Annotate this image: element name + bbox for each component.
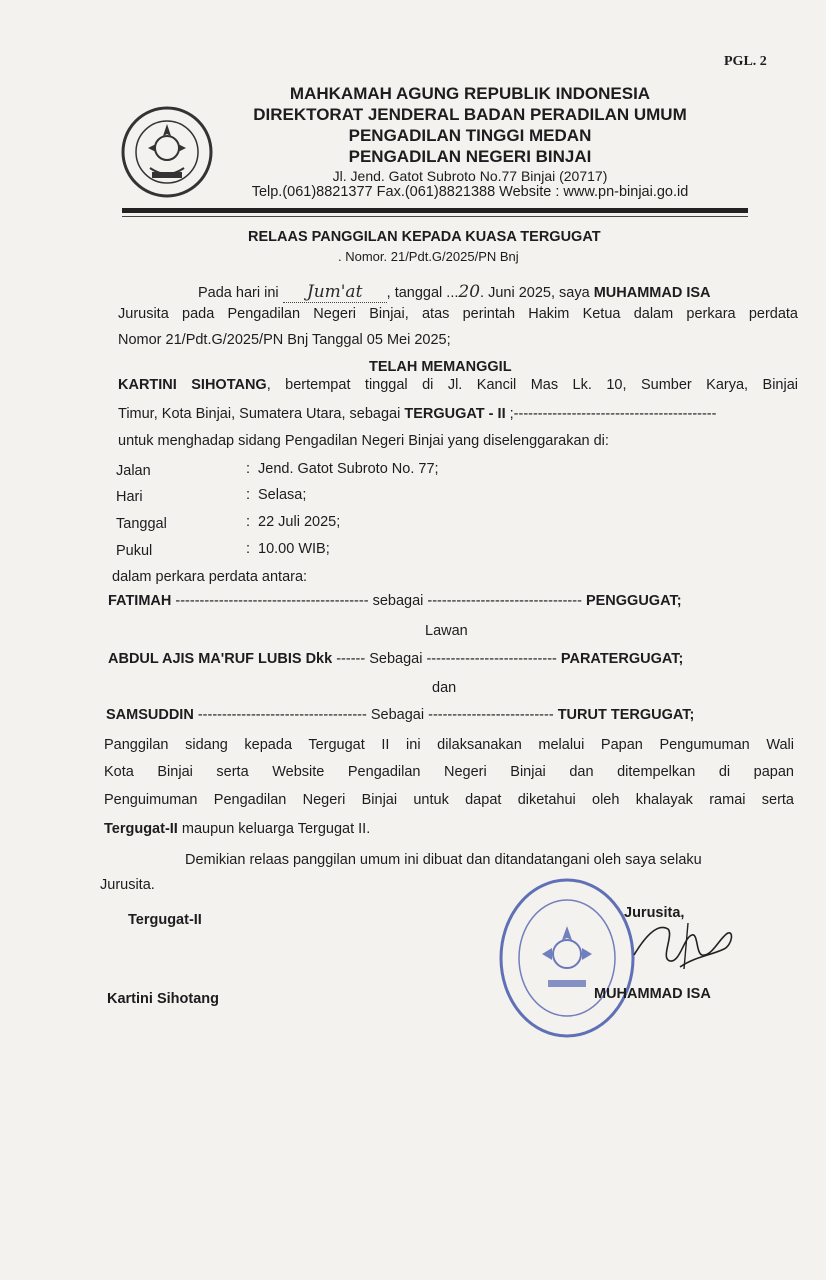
- header-address: Jl. Jend. Gatot Subroto No.77 Binjai (20717): [332, 168, 608, 184]
- plaintiff-role: PENGGUGAT;: [585, 593, 682, 609]
- header-line-1: MAHKAMAH AGUNG REPUBLIK INDONESIA: [289, 84, 651, 103]
- schedule-value-pukul: 10.00 WIB;: [258, 541, 330, 557]
- handwritten-day: Jum'at: [283, 282, 387, 303]
- party-line-2: [118, 406, 716, 422]
- schedule-label-tanggal: Tanggal: [116, 516, 167, 532]
- party-plaintiff: [108, 593, 682, 609]
- header-divider-thick: [122, 208, 748, 213]
- plaintiff-name: FATIMAH: [108, 593, 172, 609]
- party-line-1: [118, 377, 798, 393]
- schedule-value-jalan: Jend. Gatot Subroto No. 77;: [258, 461, 439, 477]
- dashes: ---------------------------: [422, 651, 561, 667]
- opening-line-2: Jurusita pada Pengadilan Negeri Binjai, atas perintah Hakim Ketua dalam perkara perdata: [118, 306, 798, 322]
- party-defendants: [108, 651, 683, 667]
- defendant-role: PARATERGUGAT;: [560, 651, 684, 667]
- opening-line-3: Nomor 21/Pdt.G/2025/PN Bnj Tanggal 05 Mei 2025;: [118, 332, 451, 348]
- header-line-4: PENGADILAN NEGERI BINJAI: [348, 147, 592, 166]
- court-stamp: [496, 876, 638, 1046]
- dashes: -----------------------------------: [193, 707, 371, 723]
- schedule-colon: :: [246, 514, 251, 530]
- sebagai: sebagai: [372, 593, 424, 609]
- body-line-3: Penguimuman Pengadilan Negeri Binjai untuk dapat diketahui oleh khalayak ramai serta: [104, 792, 794, 808]
- dashes: ------: [332, 651, 370, 667]
- header-divider-thin: [122, 216, 748, 217]
- officer-name: MUHAMMAD ISA: [593, 285, 711, 301]
- signature-right-title: Jurusita,: [624, 905, 685, 921]
- closing-line-2: Jurusita.: [100, 877, 155, 893]
- schedule-value-tanggal: 22 Juli 2025;: [258, 514, 341, 530]
- telah-memanggil: TELAH MEMANGGIL: [369, 359, 512, 375]
- antara-line: dalam perkara perdata antara:: [112, 569, 308, 585]
- schedule-colon: :: [246, 541, 251, 557]
- sebagai: Sebagai: [369, 651, 423, 667]
- page-code: PGL. 2: [724, 54, 767, 69]
- pada-hari-label: Pada hari ini: [198, 285, 279, 301]
- schedule-label-pukul: Pukul: [116, 543, 153, 559]
- schedule-colon: :: [246, 487, 251, 503]
- party-dashes: ;------------------------------------------: [505, 406, 717, 422]
- signature-left-title: Tergugat-II: [128, 912, 202, 928]
- body-line-2: Kota Binjai serta Website Pengadilan Negeri Binjai dan ditempelkan di papan: [104, 764, 794, 780]
- co-defendant-role: TURUT TERGUGAT;: [557, 707, 695, 723]
- dashes: --------------------------: [424, 707, 558, 723]
- party-role: TERGUGAT - II: [404, 406, 506, 422]
- dashes: --------------------------------: [423, 593, 586, 609]
- handwritten-signature: [628, 915, 738, 977]
- party-name: KARTINI SIHOTANG: [118, 377, 267, 393]
- defendant-name: ABDUL AJIS MA'RUF LUBIS Dkk: [108, 651, 333, 667]
- month-year: . Juni 2025, saya: [480, 285, 594, 301]
- body-line-4-rest: maupun keluarga Tergugat II.: [177, 821, 371, 837]
- tanggal-label: , tanggal ...: [386, 285, 459, 301]
- party-address-2: Timur, Kota Binjai, Sumatera Utara, sebagai: [118, 406, 405, 422]
- party-line-3: untuk menghadap sidang Pengadilan Negeri Binjai yang diselenggarakan di:: [118, 433, 609, 449]
- header-contact: Telp.(061)8821377 Fax.(061)8821388 Website : www.pn-binjai.go.id: [251, 184, 689, 200]
- signature-right-name: MUHAMMAD ISA: [594, 986, 711, 1002]
- lawan: Lawan: [425, 623, 468, 639]
- schedule-label-jalan: Jalan: [116, 463, 151, 479]
- body-line-1: Panggilan sidang kepada Tergugat II ini dilaksanakan melalui Papan Pengumuman Wali: [104, 737, 794, 753]
- co-defendant-name: SAMSUDDIN: [106, 707, 194, 723]
- schedule-colon: :: [246, 461, 251, 477]
- signature-left-name: Kartini Sihotang: [107, 991, 219, 1007]
- dashes: ----------------------------------------: [171, 593, 373, 609]
- sebagai: Sebagai: [370, 707, 425, 723]
- dan: dan: [432, 680, 457, 696]
- tergugat-ii-bold: Tergugat-II: [104, 821, 178, 837]
- party-address-1: , bertempat tinggal di Jl. Kancil Mas Lk. 10, Sumber Karya, Binjai: [266, 377, 798, 393]
- schedule-value-hari: Selasa;: [258, 487, 307, 503]
- closing-line-1: Demikian relaas panggilan umum ini dibuat dan ditandatangani oleh saya selaku: [185, 852, 702, 868]
- handwritten-date: 20: [458, 282, 481, 302]
- schedule-label-hari: Hari: [116, 489, 143, 505]
- header-line-3: PENGADILAN TINGGI MEDAN: [348, 126, 592, 145]
- document-number: . Nomor. 21/Pdt.G/2025/PN Bnj: [338, 249, 519, 264]
- document-title: RELAAS PANGGILAN KEPADA KUASA TERGUGAT: [248, 229, 601, 245]
- body-line-4: [104, 821, 370, 837]
- header-line-2: DIREKTORAT JENDERAL BADAN PERADILAN UMUM: [253, 105, 687, 124]
- opening-line-1: [198, 282, 711, 303]
- party-co-defendant: [106, 707, 694, 723]
